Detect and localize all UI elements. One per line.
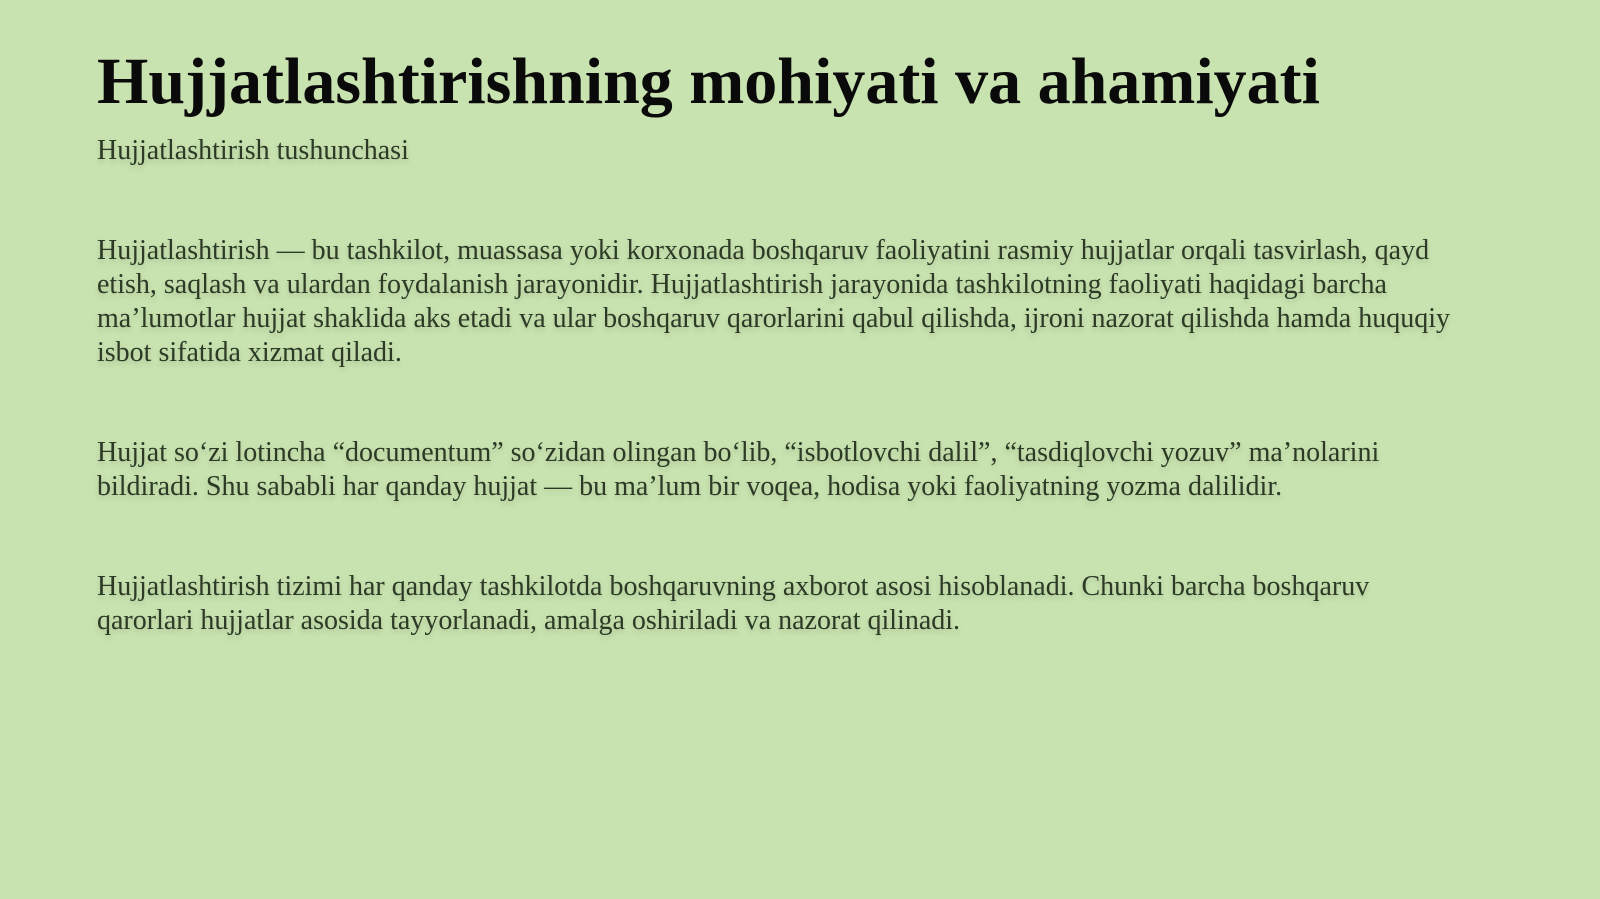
paragraph-etymology: Hujjat so‘zi lotincha “documentum” so‘zidan olingan bo‘lib, “isbotlovchi dalil”, “tasdiqlovchi yozuv” ma’nolarini bildiradi. Shu sababli har qanday hujjat — bu ma’lum bir voqea, hodisa yoki faoliyatning yozma dalilidir. xyxy=(97,437,1380,502)
paragraph-system: Hujjatlashtirish tizimi har qanday tashkilotda boshqaruvning axborot asosi hisoblanadi. Chunki barcha boshqaruv qarorlari hujjatlar asosida tayyorlanadi, amalga oshiriladi va nazorat qilinadi. xyxy=(97,571,1370,636)
slide-subtitle: Hujjatlashtirish tushunchasi xyxy=(97,135,409,166)
paragraph-definition: Hujjatlashtirish — bu tashkilot, muassasa yoki korxonada boshqaruv faoliyatini rasmiy hujjatlar orqali tasvirlash, qayd etish, saqlash va ulardan foydalanish jarayonidir. Hujjatlashtirish jarayonida tashkilotning faoliyati haqidagi barcha ma’lumotlar hujjat shaklida aks etadi va ular boshqaruv qarorlarini qabul qilishda, ijroni nazorat qilishda hamda huquqiy isbot sifatida xizmat qiladi. xyxy=(97,235,1450,368)
slide-title: Hujjatlashtirishning mohiyati va ahamiyati xyxy=(97,45,1320,118)
